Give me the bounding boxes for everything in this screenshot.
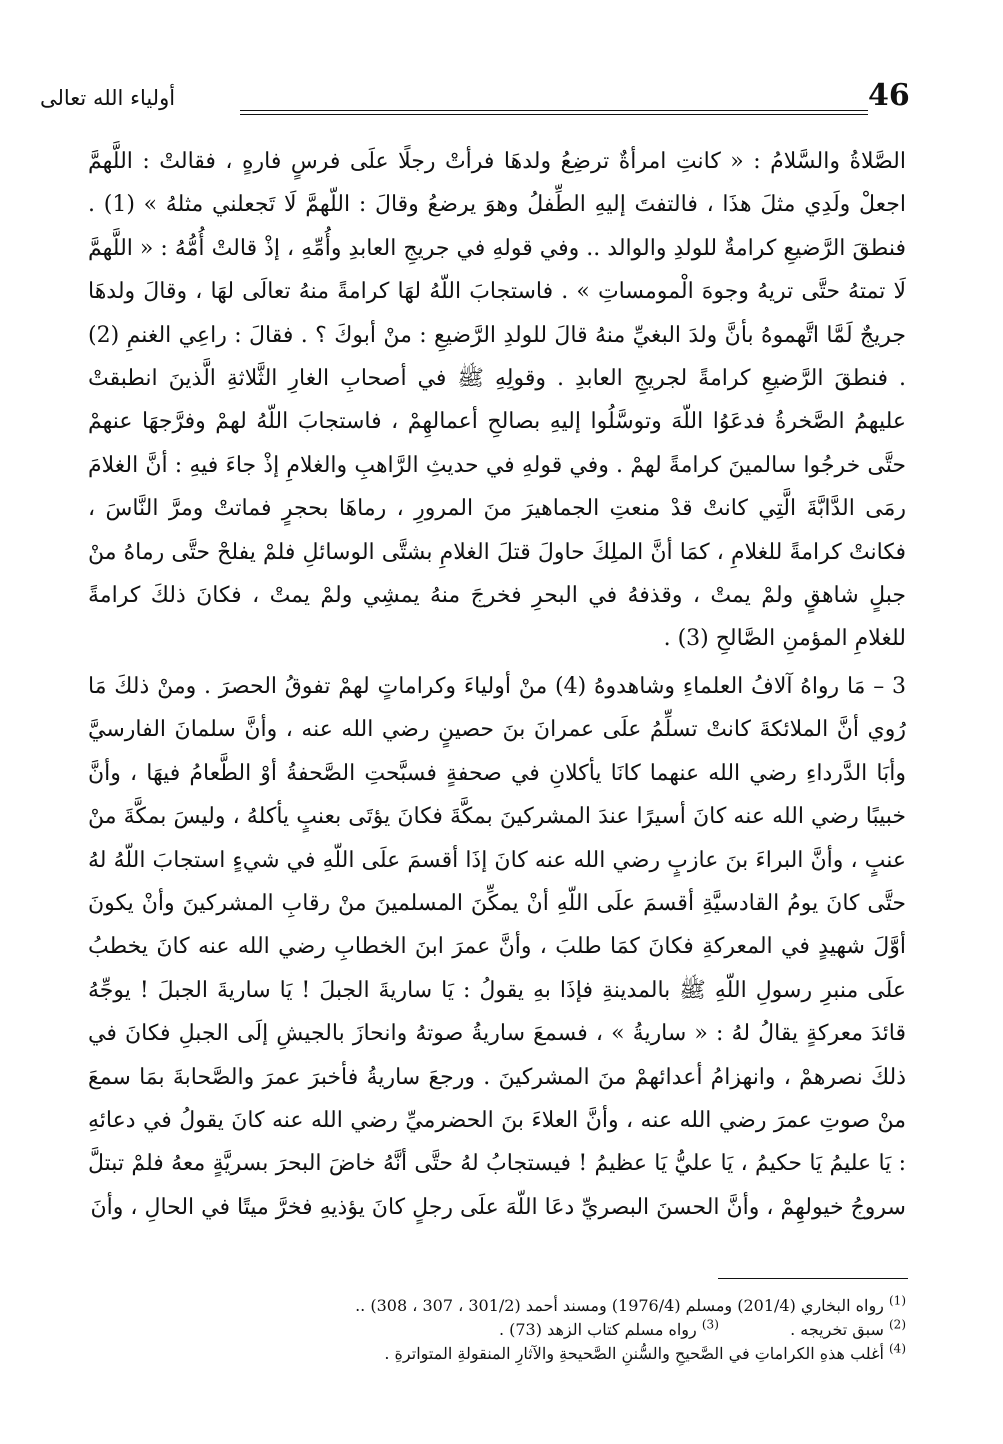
paragraph-2: 3 – مَا رواهُ آلافُ العلماءِ وشاهدوهُ (4) منْ أولياءَ وكراماتٍ لهمْ تفوقُ الحصرَ . ومنْ ذلكَ مَا رُوي أنَّ الملائكةَ كانتْ تسلِّمُ علَى عمرانَ بنَ حصينٍ رضي الله عنه ، وأنَّ سلمانَ الفارسيَّ وأبَا الدَّرداءِ رضي الله عنهما كانَا يأكلانِ في صحفةٍ فسبَّحتِ الصَّحفةُ أوْ الطَّعامُ فيهَا ، وأنَّ خبيبًا رضي الله عنه كانَ أسيرًا عندَ المشركينَ بمكَّةَ فكانَ يؤتَى بعنبٍ يأكلهُ ، وليسَ بمكَّةَ منْ عنبٍ ، وأنَّ البراءَ بنَ عازبٍ رضي الله عنه كانَ إذَا أقسمَ علَى اللّهِ في شيءٍ استجابَ اللّهُ لهُ حتَّى كانَ يومُ القادسيَّةِ أقسمَ علَى اللّهِ أنْ يمكِّنَ المسلمينَ منْ رقابِ المشركينَ وأنْ يكونَ أوَّلَ شهيدٍ في المعركةِ فكانَ كمَا طلبَ ، وأنَّ عمرَ ابنَ الخطابِ رضي الله عنه كانَ يخطبُ علَى منبرِ رسولِ اللّهِ ﷺ بالمدينةِ فإذَا بهِ يقولُ : يَا ساريةَ الجبلَ ! يَا ساريةَ الجبلَ ! يوجِّهُ قائدَ معركةٍ يقالُ لهُ : « ساريةُ » ، فسمعَ ساريةُ صوتهُ وانحازَ بالجيشِ إلَى الجبلِ فكانَ في ذلكَ نصرهمْ ، وانهزامُ أعدائهمْ منَ المشركينَ . ورجعَ ساريةُ فأخبرَ عمرَ والصَّحابةَ بمَا سمعَ منْ صوتِ عمرَ رضي الله عنه ، وأنَّ العلاءَ بنَ الحضرميِّ رضي الله عنه كانَ يقولُ في دعائهِ : يَا عليمُ يَا حكيمُ ، يَا عليُّ يَا عظيمُ ! فيستجابُ لهُ حتَّى أنَّهُ خاضَ البحرَ بسريَّةٍ معهُ فلمْ تبتلَّ سروجُ خيولهِمْ ، وأنَّ الحسنَ البصريِّ دعَا اللّهَ علَى رجلٍ كانَ يؤذيهِ فخرَّ ميتًا في الحالِ ، وأنَ [88, 673, 906, 1220]
footnote-text: سبق تخريجه . [790, 1320, 884, 1339]
footnote-text: أغلب هذهِ الكراماتِ في الصَّحيحِ والسُّننِ الصَّحيحةِ والآثارِ المنقولةِ المتواترةِ . [384, 1344, 884, 1363]
header-rule [240, 110, 868, 111]
footnote-number: (3) [701, 1317, 719, 1332]
footnote-number: (2) [888, 1317, 906, 1332]
footnote-4 [200, 1342, 906, 1366]
page-number: 46 [868, 78, 910, 113]
main-text [88, 140, 906, 1229]
footnotes [200, 1294, 906, 1366]
footnote-rule [718, 1278, 908, 1279]
page-header [40, 78, 910, 122]
footnote-number: (1) [888, 1293, 906, 1308]
header-rule-thin [240, 114, 868, 115]
footnote-number: (4) [888, 1341, 906, 1356]
footnote-text: رواه مسلم كتاب الزهد (73) . [498, 1320, 697, 1339]
running-title: أولياء الله تعالى [40, 86, 176, 110]
footnote-text: رواه البخاري (201/4) ومسلم (1976/4) ومسند أحمد (301/2 ، 307 ، 308) .. [355, 1296, 884, 1315]
paragraph-1: الصَّلاةُ والسَّلامُ : « كانتِ امرأةٌ ترضِعُ ولدهَا فرأتْ رجلًا علَى فرسٍ فارهٍ ، فقالتْ : اللَّهمَّ اجعلْ ولَدِي مثلَ هذَا ، فالتفتَ إليهِ الطِّفلُ وهوَ يرضعُ وقالَ : اللّهمَّ لَا تَجعلني مثلهُ » (1) . فنطقَ الرَّضيعِ كرامةٌ للولدِ والوالد .. وفي قولهِ في جريجِ العابدِ وأُمِّهِ ، إذْ قالتْ أُمُّهُ : « اللَّهمَّ لَا تمتهُ حتَّى تريهُ وجوهَ الْمومساتِ » . فاستجابَ اللّهُ لهَا كرامةً منهُ تعالَى لهَا ، وقالَ ولدهَا جريجٌ لَمَّا اتَّهموهُ بأنَّ ولدَ البغيِّ منهُ قالَ للولدِ الرَّضيعِ : منْ أبوكَ ؟ . فقالَ : راعِي الغنمِ (2) . فنطقَ الرَّضيعِ كرامةً لجريجِ العابدِ . وقولِهِ ﷺ في أصحابِ الغارِ الثَّلاثةِ الَّذينَ انطبقتْ عليهمُ الصَّخرةُ فدعَوُا اللّهَ وتوسَّلُوا إليهِ بصالحِ أعمالهِمْ ، فاستجابَ اللّهُ لهمْ وفرَّجهَا عنهمْ حتَّى خرجُوا سالمينَ كرامةً لهمْ . وفي قولهِ في حديثِ الرَّاهبِ والغلامِ إذْ جاءَ فيهِ : أنَّ الغلامَ رمَى الدَّابَّةَ الَّتِي كانتْ قدْ منعتِ الجماهيرَ منَ المرورِ ، رماهَا بحجرٍ فماتتْ ومرَّ النَّاسَ ، فكانتْ كرامةً للغلامِ ، كمَا أنَّ الملِكَ حاولَ قتلَ الغلامِ بشتَّى الوسائلِ فلمْ يفلحْ حتَّى رماهُ منْ جبلٍ شاهقٍ ولمْ يمتْ ، وقذفهُ في البحرِ فخرجَ منهُ يمشِي ولمْ يمتْ ، فكانَ ذلكَ كرامةً للغلامِ المؤمنِ الصَّالحِ (3) . [88, 149, 906, 652]
footnote-2 [200, 1318, 906, 1342]
footnote-1 [200, 1294, 906, 1318]
